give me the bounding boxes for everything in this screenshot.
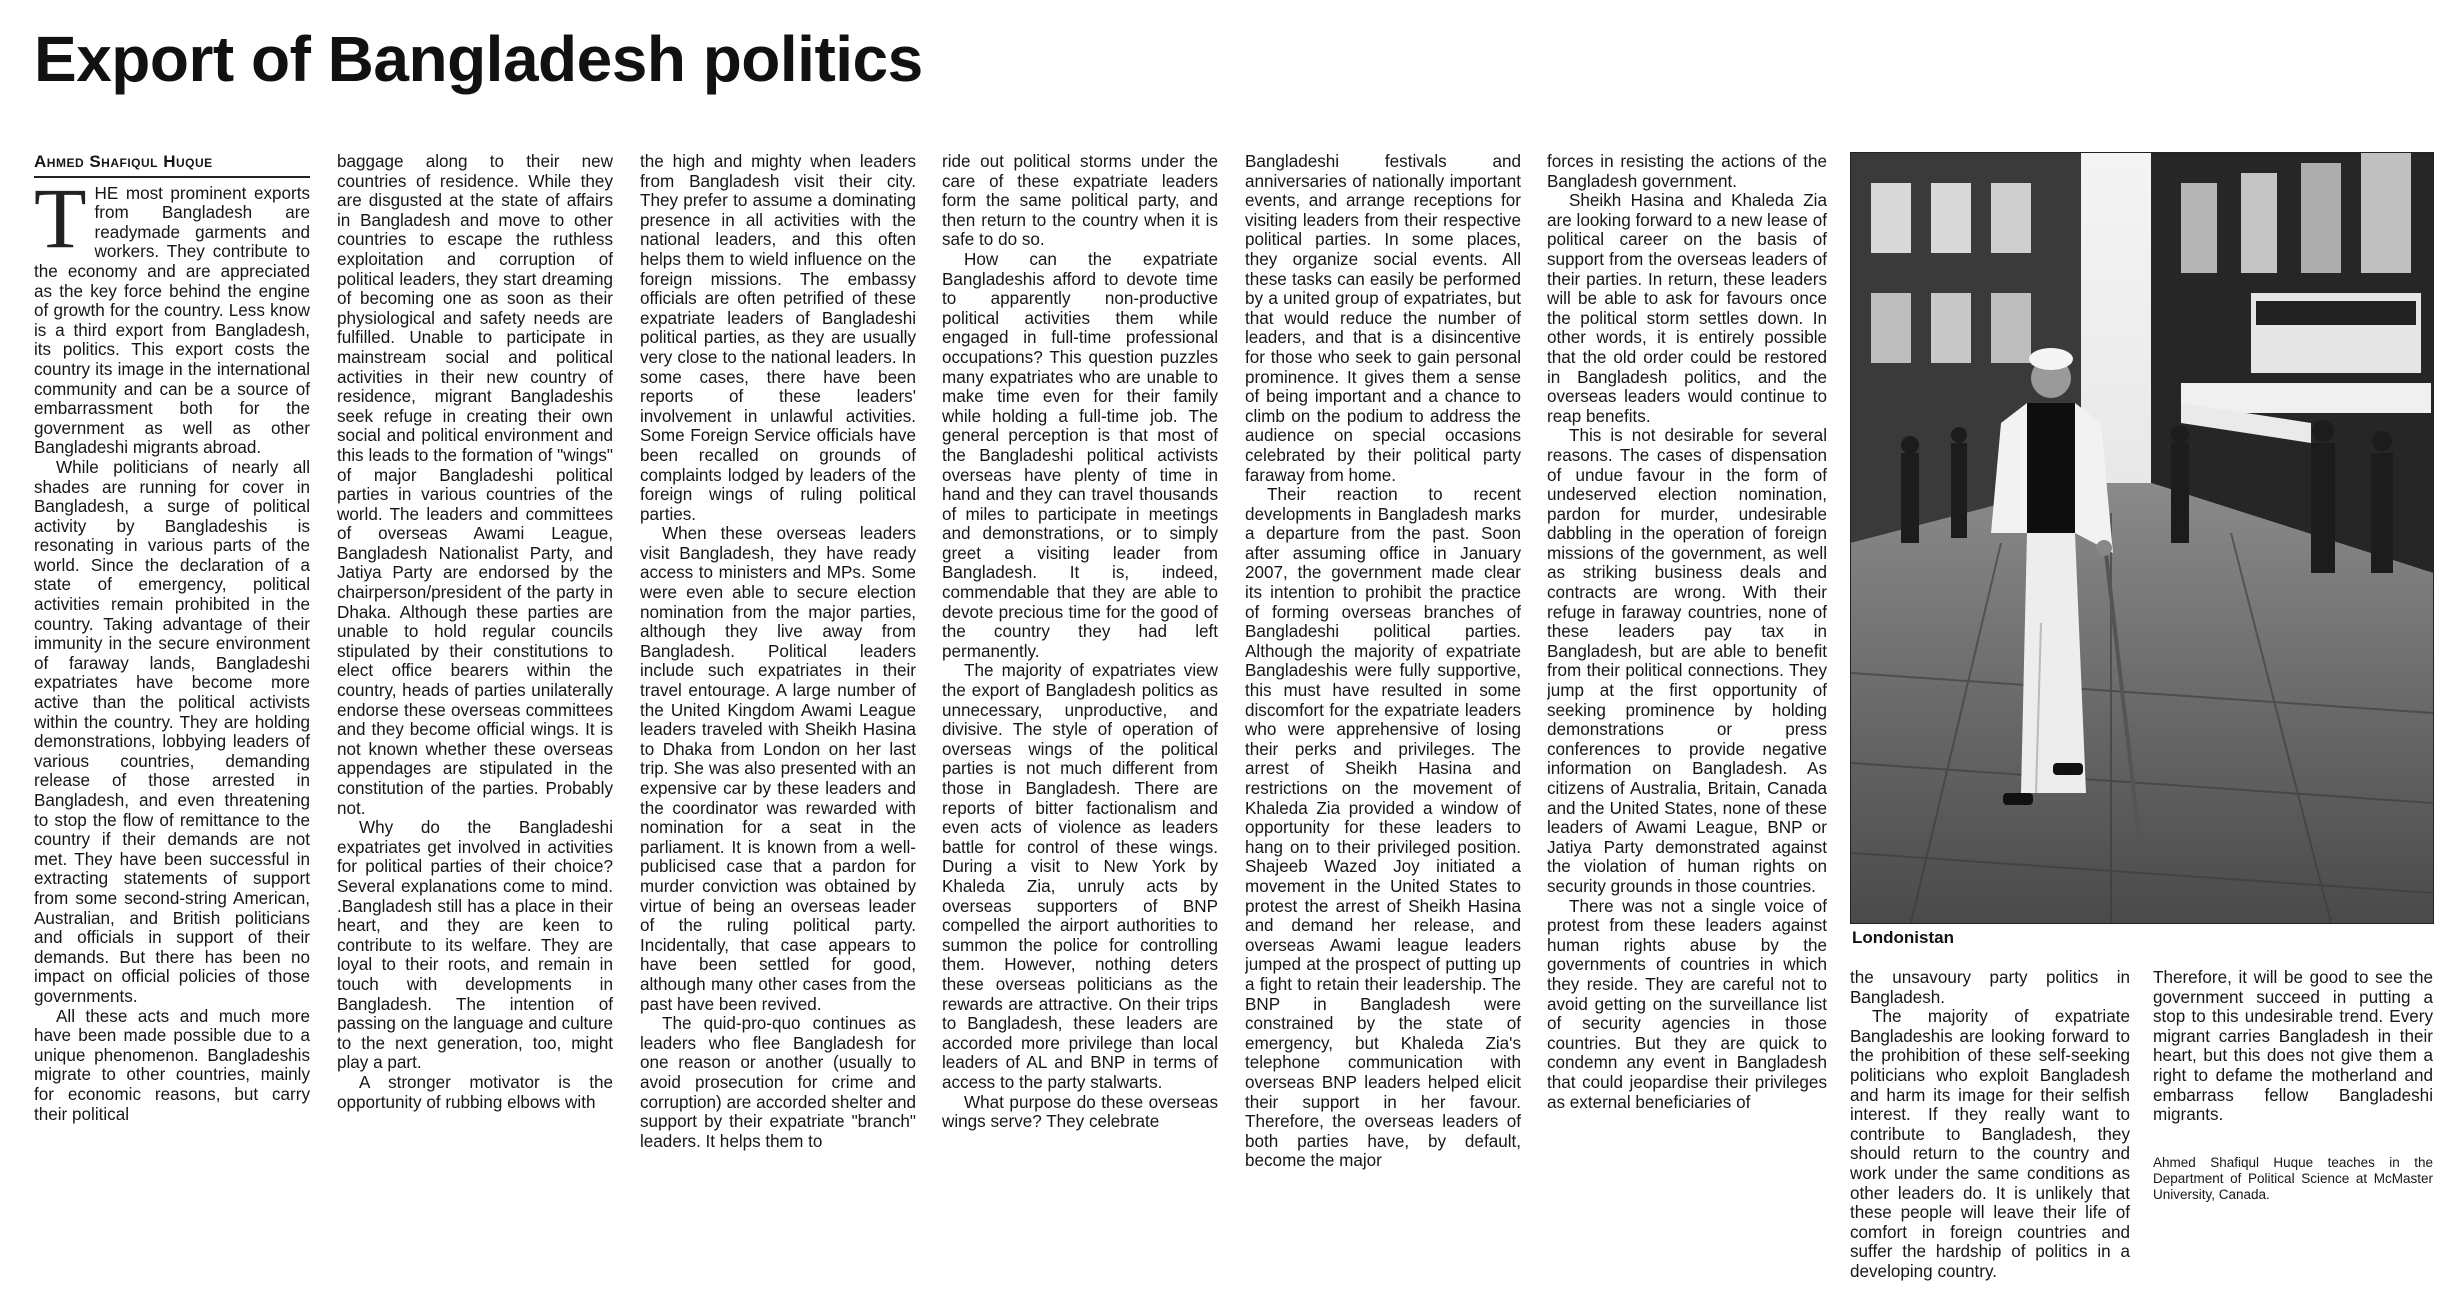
article-column-8	[2153, 968, 2433, 1303]
paragraph: the high and mighty when leaders from Bangladesh visit their city. They prefer to assume a dominating presence in all activities with the national leaders, and this often helps them to wield influence on the foreign missions. The embassy officials are often petrified of these expatriate leaders of Bangladeshi political parties, as they are usually very close to the national leaders. In some cases, there have been reports of these leaders' involvement in unlawful activities. Some Foreign Service officials have been recalled on grounds of complaints lodged by leaders of the foreign wings of ruling political parties.	[640, 152, 916, 524]
paragraph-text: HE most prominent exports from Bangladesh are readymade garments and workers. They contribute to the economy and are appreciated as the key force behind the engine of growth for the country. Less know is a third export from Bangladesh, its politics. This export costs the country its image in the international community and can be a source of embarrassment both for the government as well as other Bangladeshi migrants abroad.	[34, 183, 310, 458]
paragraph: This is not desirable for several reasons. The cases of dispensation of undue favour in the form of undeserved election nomination, pardon for murder, undesirable dabbling in the operation of foreign missions of the government, as well as striking business deals and contracts are wrong. With their refuge in faraway countries, none of these leaders pay tax in Bangladesh, but are able to benefit from their political connections. They jump at the first opportunity of seeking prominence by holding demonstrations or press conferences to provide negative information on Bangladesh. As citizens of Australia, Britain, Canada and the United States, none of these leaders of Awami League, BNP or Jatiya Party demonstrated against the violation of human rights on security grounds in those countries.	[1547, 426, 1827, 896]
paragraph: A stronger motivator is the opportunity of rubbing elbows with	[337, 1072, 613, 1112]
article-column-5	[1245, 152, 1521, 1302]
photo-caption: Londonistan	[1852, 928, 1954, 947]
paragraph: While politicians of nearly all shades are running for cover in Bangladesh, a surge of political activity by Bangladeshis is resonating in various parts of the world. Since the declaration of a state of emergency, political activities remain prohibited in the country. Taking advantage of their immunity in the secure environment of faraway lands, Bangladeshi expatriates have become more active than the political activists within the country. They are holding demonstrations, lobbying leaders of various countries, demanding release of those arrested in Bangladesh, and even threatening to stop the flow of remittance to the country if their demands are not met. They have been successful in extracting statements of support from some second-string American, Australian, and British politicians and officials in support of their demands. But there has been no impact on official policies of those governments.	[34, 457, 310, 1006]
paragraph: The majority of expatriates view the export of Bangladesh politics as unnecessary, unproductive, and divisive. The style of operation of overseas wings of the political parties is not much different from those in Bangladesh. There are reports of bitter factionalism and even acts of violence as leaders battle for control of these wings. During a visit to New York by Khaleda Zia, unruly acts by overseas supporters of BNP compelled the airport authorities to summon the police for controlling them. However, nothing deters these overseas politicians as the rewards are attractive. On their trips to Bangladesh, these leaders are accorded more privilege than local leaders of AL and BNP in terms of access to the party stalwarts.	[942, 661, 1218, 1092]
street-photo	[1850, 152, 2434, 924]
byline: Ahmed Shafiqul Huque	[34, 152, 310, 178]
photo-illustration	[1851, 153, 2433, 923]
drop-cap: T	[34, 169, 87, 266]
article-column-4	[942, 152, 1218, 1302]
paragraph: forces in resisting the actions of the Bangladesh government.	[1547, 152, 1827, 191]
author-bio: Ahmed Shafiqul Huque teaches in the Department of Political Science at McMaster University, Canada.	[2153, 1154, 2433, 1202]
article-column-3	[640, 152, 916, 1302]
article-column-6	[1547, 152, 1827, 1302]
paragraph: Therefore, it will be good to see the government succeed in putting a stop to this undesirable trend. Every migrant carries Bangladesh in their heart, but this does not give them a right to defame the motherland and embarrass fellow Bangladeshi migrants.	[2153, 968, 2433, 1125]
headline: Export of Bangladesh politics	[34, 23, 923, 95]
article-column-2	[337, 152, 613, 1302]
article-column-7	[1850, 968, 2130, 1303]
paragraph: baggage along to their new countries of residence. While they are disgusted at the state of affairs in Bangladesh and move to other countries to escape the ruthless exploitation and corruption of political leaders, they start dreaming of becoming one as soon as their physiological and safety needs are fulfilled. Unable to participate in mainstream social and political activities in their new country of residence, migrant Bangladeshis seek refuge in creating their own social and political environment and this leads to the formation of "wings" of major Bangladeshi political parties in various countries of the world. The leaders and committees of overseas Awami League, Bangladesh Nationalist Party, and Jatiya Party are endorsed by the chairperson/president of the party in Dhaka. Although these parties are unable to hold regular councils stipulated by their constitutions to elect office bearers within the country, heads of parties unilaterally endorse these overseas committees and they become official wings. It is not known whether these overseas appendages are stipulated in the constitution of the parties. Probably not.	[337, 152, 613, 818]
paragraph: the unsavoury party politics in Bangladesh.	[1850, 968, 2130, 1007]
paragraph: ride out political storms under the care of these expatriate leaders form the same political party, and then return to the country when it is safe to do so.	[942, 152, 1218, 250]
paragraph: The majority of expatriate Bangladeshis are looking forward to the prohibition of these self-seeking politicians who exploit Bangladesh and harm its image for their selfish interest. If they really want to contribute to Bangladesh, they should return to the country and work under the same conditions as other leaders do. It is unlikely that these people will leave their life of comfort in foreign countries and suffer the hardship of politics in a developing country.	[1850, 1007, 2130, 1281]
paragraph: What purpose do these overseas wings serve? They celebrate	[942, 1092, 1218, 1132]
article-column-1	[34, 152, 310, 1302]
paragraph	[34, 169, 310, 458]
paragraph: All these acts and much more have been made possible due to a unique phenomenon. Bangladeshis migrate to other countries, mainly for economic reasons, but carry their political	[34, 1006, 310, 1124]
paragraph: Bangladeshi festivals and anniversaries of nationally important events, and arrange receptions for visiting leaders from their respective political parties. In some places, they organize social events. All these tasks can easily be performed by a united group of expatriates, but that would reduce the number of leaders, and that is a disincentive for those who seek to gain personal prominence. It gives them a sense of being important and a chance to climb on the podium to address the audience on special occasions celebrated by their political party faraway from home.	[1245, 152, 1521, 485]
paragraph: Why do the Bangladeshi expatriates get involved in activities for political parties of their choice? Several explanations come to mind. .Bangladesh still has a place in their heart, and they are keen to contribute to its welfare. They are loyal to their roots, and remain in touch with developments in Bangladesh. The intention of passing on the language and culture to the next generation, too, might play a part.	[337, 818, 613, 1073]
paragraph: Sheikh Hasina and Khaleda Zia are looking forward to a new lease of political career on the basis of support from the overseas leaders of their parties. In return, these leaders will be able to ask for favours once the political storm settles down. In other words, it is entirely possible that the old order could be restored in Bangladesh politics, and the overseas leaders would continue to reap benefits.	[1547, 191, 1827, 426]
paragraph: Their reaction to recent developments in Bangladesh marks a departure from the past. Soon after assuming office in January 2007, the government made clear its intention to prohibit the practice of forming overseas branches of Bangladeshi political parties. Although the majority of expatriate Bangladeshis were fully supportive, this must have resulted in some discomfort for the expatriate leaders who were apprehensive of losing their perks and privileges. The arrest of Sheikh Hasina and restrictions on the movement of Khaleda Zia provided a window of opportunity for these leaders to hang on to their privileged position. Shajeeb Wazed Joy initiated a movement in the United States to protest the arrest of Sheikh Hasina and demand her release, and overseas Awami league leaders jumped at the prospect of putting up a fight to retain their leadership. The BNP in Bangladesh were constrained by the state of emergency, but Khaleda Zia's telephone communication with overseas BNP leaders helped elicit their support in her favour. Therefore, the overseas leaders of both parties have, by default, become the major	[1245, 485, 1521, 1171]
paragraph: How can the expatriate Bangladeshis afford to devote time to apparently non-productive political activities them while engaged in full-time professional occupations? This question puzzles many expatriates who are unable to make time even for their family while holding a full-time job. The general perception is that most of the Bangladeshi political activists overseas have plenty of time in hand and they can travel thousands of miles to participate in meetings and demonstrations, or to simply greet a visiting leader from Bangladesh. It is, indeed, commendable that they are able to devote precious time for the good of the country they had left permanently.	[942, 249, 1218, 661]
paragraph: When these overseas leaders visit Bangladesh, they have ready access to ministers and MPs. Some were even able to secure election nomination from the major parties, although they live away from Bangladesh. Political leaders include such expatriates in their travel entourage. A large number of the United Kingdom Awami League leaders traveled with Sheikh Hasina to Dhaka from London on her last trip. She was also presented with an expensive car by these leaders and the coordinator was rewarded with nomination for a seat in the parliament. It is known from a well-publicised case that a pardon for murder conviction was obtained by virtue of being an overseas leader of the ruling political party. Incidentally, that case appears to have been settled for good, although many other cases from the past have been revived.	[640, 524, 916, 1014]
paragraph: The quid-pro-quo continues as leaders who flee Bangladesh for one reason or another (usually to avoid prosecution for crime and corruption) are accorded shelter and support by their expatriate "branch" leaders. It helps them to	[640, 1014, 916, 1151]
paragraph: There was not a single voice of protest from these leaders against human rights abuse by the governments of countries in which they reside. They are careful not to avoid getting on the surveillance list of security agencies in those countries. But they are quick to condemn any event in Bangladesh that could jeopardise their privileges as external beneficiaries of	[1547, 896, 1827, 1112]
